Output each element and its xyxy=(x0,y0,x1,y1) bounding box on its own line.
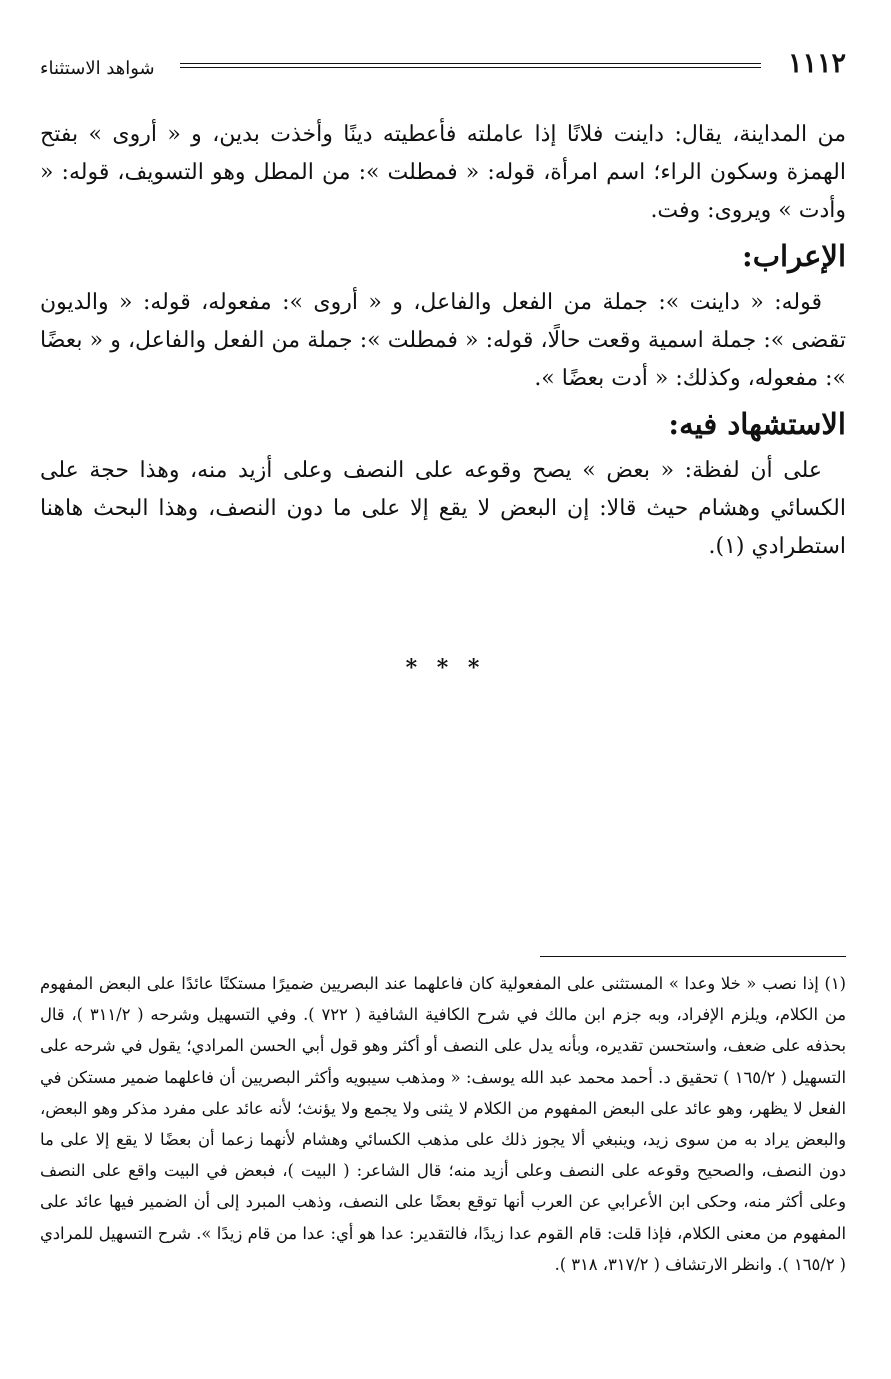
heading-irab: الإعراب: xyxy=(742,239,846,273)
heading-istishhad: الاستشهاد فيه: xyxy=(668,407,846,441)
section-separator: * * * xyxy=(405,655,486,681)
main-text xyxy=(40,116,846,566)
irab-paragraph: قوله: « داينت »: جملة من الفعل والفاعل، و « أروى »: مفعوله، قوله: « والديون تقضى »: جملة اسمية وقعت حالًا، قوله: « فمطلت »: جملة من الفعل والفاعل، و « بعضًا »: مفعوله، وكذلك: « أدت بعضًا ». xyxy=(40,290,846,391)
footnote: (١) إذا نصب « خلا وعدا » المستثنى على المفعولية كان فاعلهما عند البصريين ضميرًا مستكنًا عائدًا على البعض المفهوم من الكلام، ويلزم الإفراد، وبه جزم ابن مالك في شرح الكافية الشافية ( ٧٢٢ ). وفي التسهيل وشرحه ( ٣١١/٢ )، قال بحذفه على ضعف، واستحسن تقديره، وبأنه يدل على النصف أو أكثر وهو قول أبي الحسن المرادي؛ يقول في شرحه على التسهيل ( ١٦٥/٢ ) تحقيق د. أحمد محمد عبد الله يوسف: « ومذهب سيبويه وأكثر البصريين أن فاعلهما ضمير مستكن في الفعل لا يظهر، وهو عائد على البعض المفهوم من الكلام لا يثنى ولا يجمع ولا يؤنث؛ لأنه عائد على مفرد مذكر وهو البعض، والبعض يراد به من سوى زيد، وينبغي ألا يجوز ذلك على مذهب الكسائي وهشام لأنهما زعما أن بعضًا لا يقع إلا على ما دون النصف، والصحيح وقوعه على النصف وعلى أزيد منه؛ قال الشاعر: ( البيت )، فبعض في البيت واقع على النصف وعلى أكثر منه، وحكى ابن الأعرابي عن العرب أنها توقع بعضًا على النصف، وذهب المبرد إلى أن الضمير فيها عائد على المفهوم من معنى الكلام، فإذا قلت: قام القوم عدا زيدًا، فالتقدير: عدا هو أي: عدا من قام زيدًا ». شرح التسهيل للمرادي ( ١٦٥/٢ ). وانظر الارتشاف ( ٣١٧/٢، ٣١٨ ). xyxy=(40,974,846,1274)
page-header xyxy=(40,46,846,86)
footnote-rule xyxy=(540,956,846,957)
istishhad-paragraph: على أن لفظة: « بعض » يصح وقوعه على النصف وعلى أزيد منه، وهذا حجة على الكسائي وهشام حيث قالا: إن البعض لا يقع إلا على ما دون النصف، وهذا البحث هاهنا استطرادي (١). xyxy=(40,458,846,559)
running-title: شواهد الاستثناء xyxy=(40,58,155,79)
page-number: ١١١٢ xyxy=(787,48,846,79)
header-rule xyxy=(180,63,761,68)
intro-paragraph: من المداينة، يقال: داينت فلانًا إذا عاملته فأعطيته دينًا وأخذت بدين، و « أروى » بفتح الهمزة وسكون الراء؛ اسم امرأة، قوله: « فمطلت »: من المطل وهو التسويف، قوله: « وأدت » ويروى: وفت. xyxy=(40,122,846,223)
